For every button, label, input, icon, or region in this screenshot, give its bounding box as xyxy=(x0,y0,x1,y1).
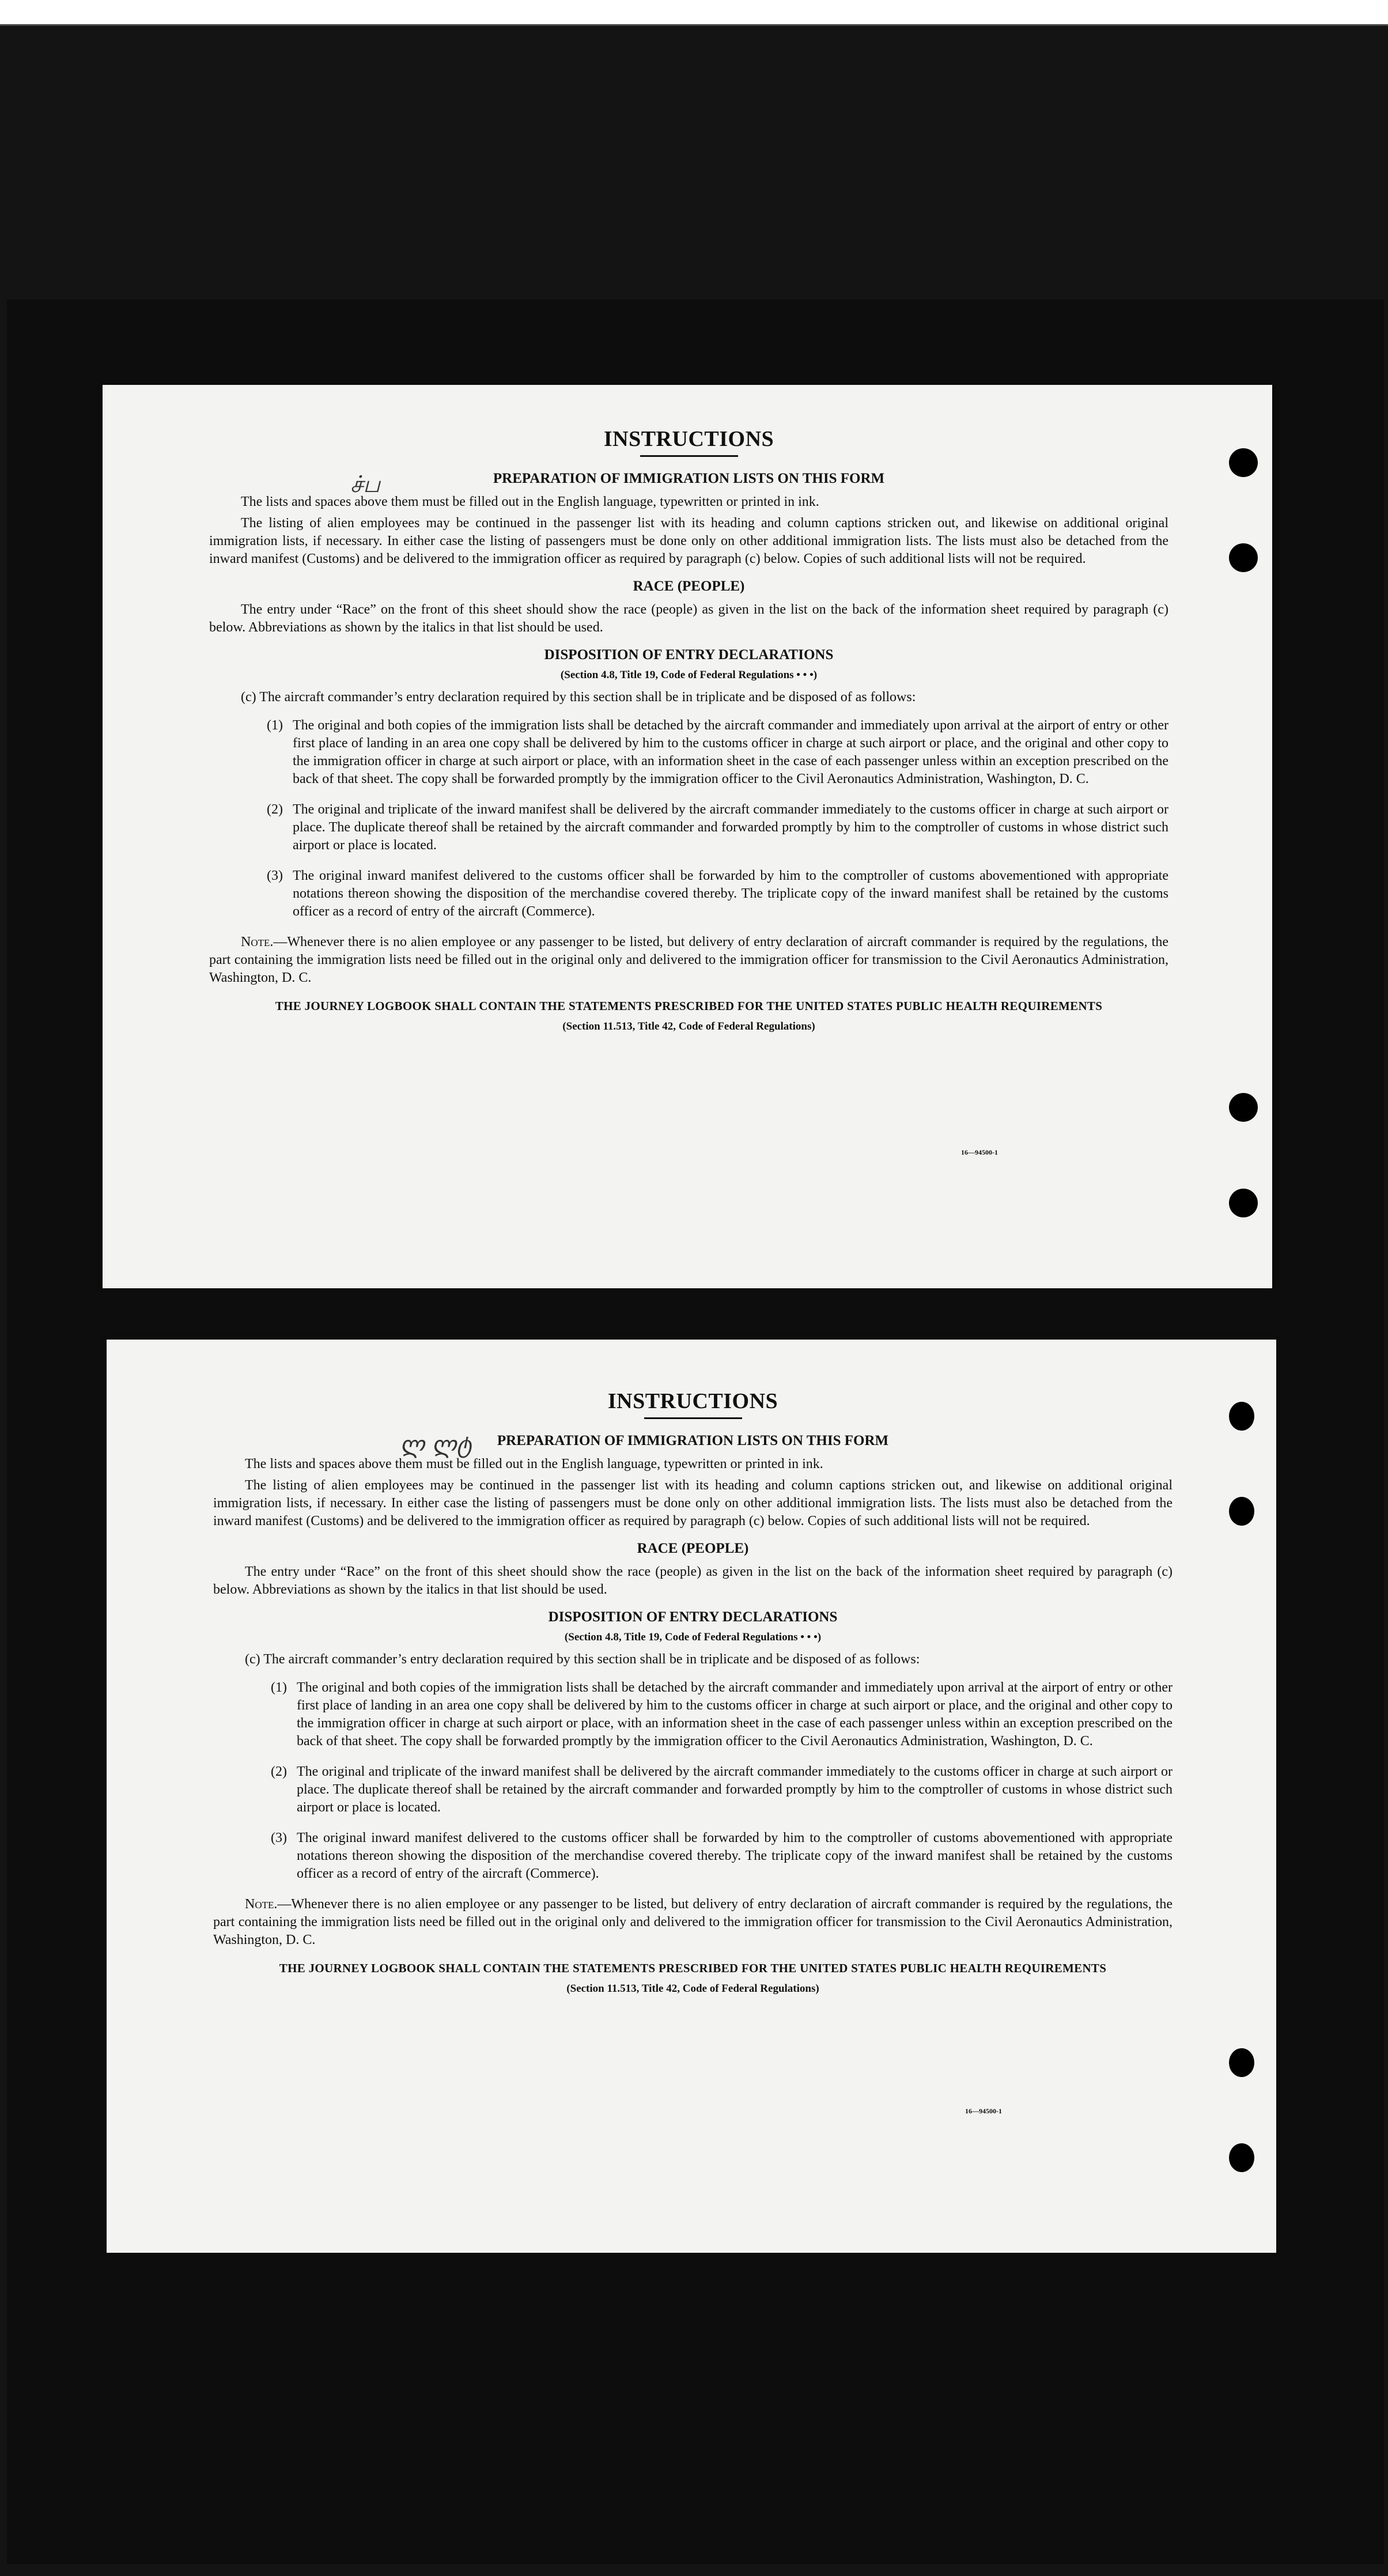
note-paragraph xyxy=(209,933,1168,987)
list-item xyxy=(271,1829,1173,1883)
punch-hole xyxy=(1229,1402,1254,1431)
note-paragraph xyxy=(213,1896,1173,1949)
sheet-content xyxy=(209,426,1168,1035)
prep-paragraph: The lists and spaces above them must be filled out in the English language, typewritten or printed in ink. xyxy=(241,494,819,509)
item-number: (2) xyxy=(271,1764,287,1779)
film-edge xyxy=(0,0,1388,24)
item-text: The original and both copies of the immigration lists shall be detached by the aircraft commander and immediately upon arrival at the airport of entry or other first place of landing in an area one copy shall be delivered by him to the customs officer in charge at such airport or place, and the original and other copy to the immigration officer in charge at such airport or place, with an information sheet in the case of each passenger unless within an exception prescribed on the back of that sheet. The copy shall be forwarded promptly by the immigration officer to the Civil Aeronautics Administration, Washington, D. C. xyxy=(293,718,1168,786)
item-text: The original and both copies of the immigration lists shall be detached by the aircraft commander and immediately upon arrival at the airport of entry or other first place of landing in an area one copy shall be delivered by him to the customs officer in charge at such airport or place, and the original and other copy to the immigration officer in charge at such airport or place, with an information sheet in the case of each passenger unless within an exception prescribed on the back of that sheet. The copy shall be forwarded promptly by the immigration officer to the Civil Aeronautics Administration, Washington, D. C. xyxy=(297,1680,1173,1749)
health-citation: (Section 11.513, Title 42, Code of Federal Regulations) xyxy=(562,1020,815,1032)
health-requirements-line: THE JOURNEY LOGBOOK SHALL CONTAIN THE STATEMENTS PRESCRIBED FOR THE UNITED STATES PUBLIC HEALTH REQUIREMENTS xyxy=(275,999,1103,1013)
instruction-sheet-1 xyxy=(103,385,1272,1288)
health-citation: (Section 11.513, Title 42, Code of Federal Regulations) xyxy=(566,1983,819,1995)
form-number: 16—94500-1 xyxy=(965,2107,1002,2115)
disposition-citation: (Section 4.8, Title 19, Code of Federal Regulations • • •) xyxy=(560,669,818,681)
prep-paragraph: The listing of alien employees may be continued in the passenger list with its heading and column captions stricken out, and likewise on additional original immigration lists, if necessary. In either case the listing of passengers must be done only on other additional immigration lists. The lists must also be detached from the inward manifest (Customs) and be delivered to the immigration officer as required by paragraph (c) below. Copies of such additional lists will not be required. xyxy=(209,516,1168,566)
list-item xyxy=(267,717,1168,788)
punch-hole xyxy=(1229,1497,1254,1526)
disposition-citation: (Section 4.8, Title 19, Code of Federal Regulations • • •) xyxy=(564,1631,822,1643)
item-text: The original and triplicate of the inward manifest shall be delivered by the aircraft commander immediately to the customs officer in charge at such airport or place. The duplicate thereof shall be retained by the aircraft commander and forwarded promptly by him to the comptroller of customs in whose district such airport or place is located. xyxy=(297,1764,1173,1815)
prep-paragraph: The lists and spaces above them must be filled out in the English language, typewritten or printed in ink. xyxy=(245,1457,823,1472)
race-paragraph: The entry under “Race” on the front of this sheet should show the race (people) as given in the list on the back of the information sheet required by paragraph (c) below. Abbreviations as shown by the italics in that list should be used. xyxy=(209,602,1168,635)
item-number: (3) xyxy=(271,1830,287,1845)
race-heading: RACE (PEOPLE) xyxy=(637,1541,749,1556)
item-number: (1) xyxy=(271,1680,287,1695)
disposition-heading: DISPOSITION OF ENTRY DECLARATIONS xyxy=(544,647,834,663)
list-item xyxy=(267,867,1168,921)
preparation-heading: PREPARATION OF IMMIGRATION LISTS ON THIS FORM xyxy=(493,471,885,486)
film-edge-line xyxy=(0,24,1388,26)
note-label: Note. xyxy=(241,935,274,950)
form-number: 16—94500-1 xyxy=(961,1148,998,1156)
item-text: The original inward manifest delivered to the customs officer shall be forwarded by him to the comptroller of customs abovementioned with appropriate notations thereon showing the disposition of the merchandise covered thereby. The triplicate copy of the inward manifest shall be retained by the customs officer as a record of entry of the aircraft (Commerce). xyxy=(297,1830,1173,1881)
list-item xyxy=(271,1679,1173,1750)
item-number: (3) xyxy=(267,868,283,883)
title-rule xyxy=(644,1417,742,1419)
paragraph-c: (c) The aircraft commander’s entry declaration required by this section shall be in triplicate and be disposed of as follows: xyxy=(245,1652,920,1667)
race-paragraph: The entry under “Race” on the front of this sheet should show the race (people) as given in the list on the back of the information sheet required by paragraph (c) below. Abbreviations as shown by the italics in that list should be used. xyxy=(213,1564,1173,1597)
paragraph-c: (c) The aircraft commander’s entry declaration required by this section shall be in triplicate and be disposed of as follows: xyxy=(241,690,916,705)
handwritten-mark: ლ ლტ xyxy=(400,1432,472,1458)
note-label: Note. xyxy=(245,1897,278,1912)
health-requirements-line: THE JOURNEY LOGBOOK SHALL CONTAIN THE STATEMENTS PRESCRIBED FOR THE UNITED STATES PUBLIC HEALTH REQUIREMENTS xyxy=(279,1961,1107,1975)
punch-hole xyxy=(1229,448,1258,477)
title-rule xyxy=(640,455,738,457)
preparation-heading: PREPARATION OF IMMIGRATION LISTS ON THIS FORM xyxy=(497,1433,889,1448)
page-title: INSTRUCTIONS xyxy=(607,1389,778,1413)
item-number: (2) xyxy=(267,802,283,817)
list-item xyxy=(267,801,1168,854)
punch-hole xyxy=(1229,1189,1258,1217)
handwritten-mark: ச்ப xyxy=(350,471,380,498)
note-text: —Whenever there is no alien employee or any passenger to be listed, but delivery of entry declaration of aircraft commander is required by the regulations, the part containing the immigration lists need be filled out in the original only and delivered to the immigration officer for transmission to the Civil Aeronautics Administration, Washington, D. C. xyxy=(213,1897,1173,1947)
sheet-content xyxy=(213,1389,1173,1998)
item-number: (1) xyxy=(267,718,283,733)
punch-hole xyxy=(1229,1093,1258,1122)
race-heading: RACE (PEOPLE) xyxy=(633,578,745,594)
disposition-heading: DISPOSITION OF ENTRY DECLARATIONS xyxy=(548,1609,838,1625)
item-text: The original and triplicate of the inward manifest shall be delivered by the aircraft commander immediately to the customs officer in charge at such airport or place. The duplicate thereof shall be retained by the aircraft commander and forwarded promptly by him to the comptroller of customs in whose district such airport or place is located. xyxy=(293,802,1168,853)
list-item xyxy=(271,1763,1173,1817)
instruction-sheet-2 xyxy=(107,1340,1276,2253)
punch-hole xyxy=(1229,2143,1254,2172)
punch-hole xyxy=(1229,543,1258,572)
page-title: INSTRUCTIONS xyxy=(603,427,774,451)
note-text: —Whenever there is no alien employee or any passenger to be listed, but delivery of entry declaration of aircraft commander is required by the regulations, the part containing the immigration lists need be filled out in the original only and delivered to the immigration officer for transmission to the Civil Aeronautics Administration, Washington, D. C. xyxy=(209,935,1168,985)
prep-paragraph: The listing of alien employees may be continued in the passenger list with its heading and column captions stricken out, and likewise on additional original immigration lists, if necessary. In either case the listing of passengers must be done only on other additional immigration lists. The lists must also be detached from the inward manifest (Customs) and be delivered to the immigration officer as required by paragraph (c) below. Copies of such additional lists will not be required. xyxy=(213,1478,1173,1529)
item-text: The original inward manifest delivered to the customs officer shall be forwarded by him to the comptroller of customs abovementioned with appropriate notations thereon showing the disposition of the merchandise covered thereby. The triplicate copy of the inward manifest shall be retained by the customs officer as a record of entry of the aircraft (Commerce). xyxy=(293,868,1168,919)
punch-hole xyxy=(1229,2048,1254,2077)
